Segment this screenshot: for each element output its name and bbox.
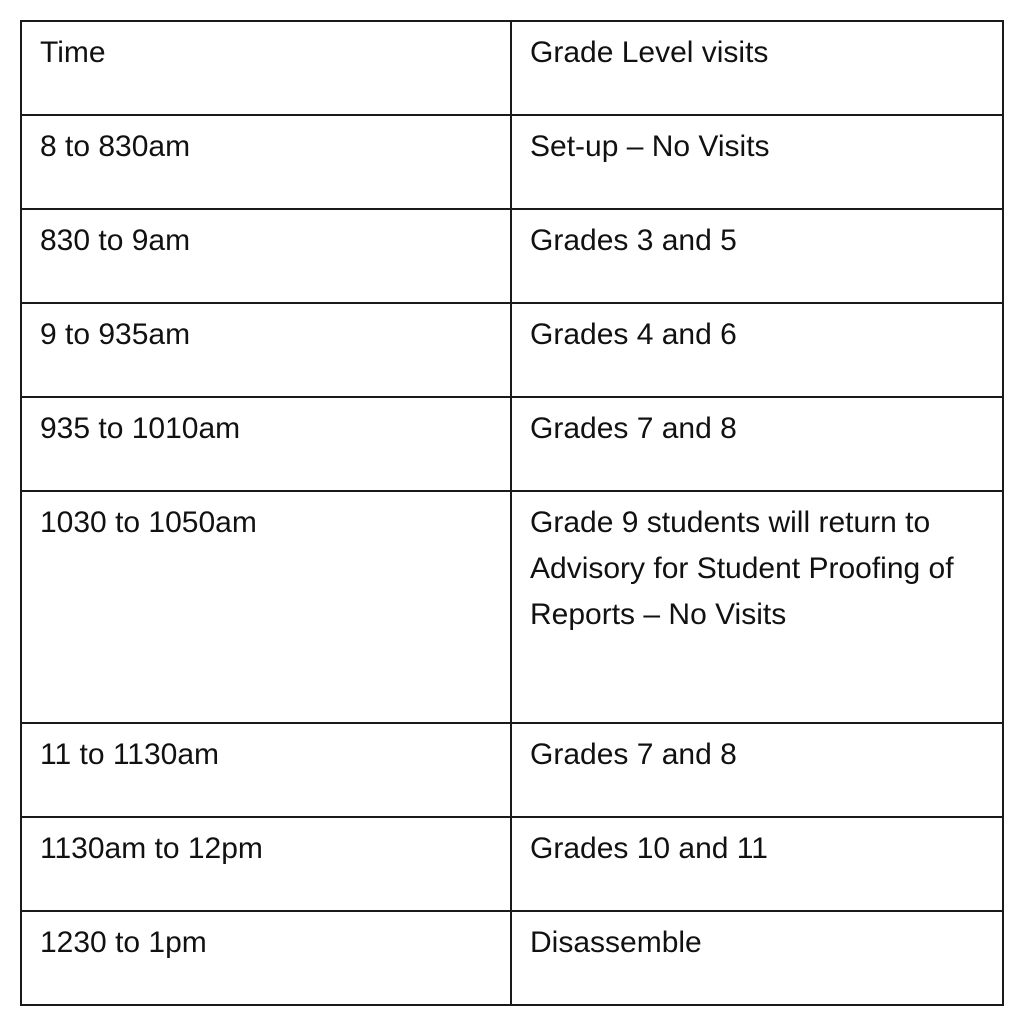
table-row (21, 115, 1003, 209)
grade-cell: Grade 9 students will return to Advisory for Student Proofing of Reports – No Visits (511, 491, 1003, 723)
time-cell: 830 to 9am (21, 209, 511, 303)
time-cell: 1230 to 1pm (21, 911, 511, 1005)
time-cell: 935 to 1010am (21, 397, 511, 491)
grade-cell: Disassemble (511, 911, 1003, 1005)
table-row (21, 491, 1003, 723)
table-row (21, 911, 1003, 1005)
grade-cell: Grades 3 and 5 (511, 209, 1003, 303)
table-row (21, 397, 1003, 491)
time-cell: 11 to 1130am (21, 723, 511, 817)
time-cell: 1130am to 12pm (21, 817, 511, 911)
table-row (21, 209, 1003, 303)
table-row (21, 817, 1003, 911)
time-cell: 1030 to 1050am (21, 491, 511, 723)
grade-cell: Grades 7 and 8 (511, 723, 1003, 817)
time-cell: 9 to 935am (21, 303, 511, 397)
table-row (21, 723, 1003, 817)
table-row (21, 303, 1003, 397)
grade-cell: Grades 4 and 6 (511, 303, 1003, 397)
header-grade-level-visits: Grade Level visits (511, 21, 1003, 115)
grade-cell: Grades 10 and 11 (511, 817, 1003, 911)
header-time: Time (21, 21, 511, 115)
grade-cell: Grades 7 and 8 (511, 397, 1003, 491)
schedule-table (20, 20, 1004, 1006)
table-header-row (21, 21, 1003, 115)
grade-cell: Set-up – No Visits (511, 115, 1003, 209)
time-cell: 8 to 830am (21, 115, 511, 209)
